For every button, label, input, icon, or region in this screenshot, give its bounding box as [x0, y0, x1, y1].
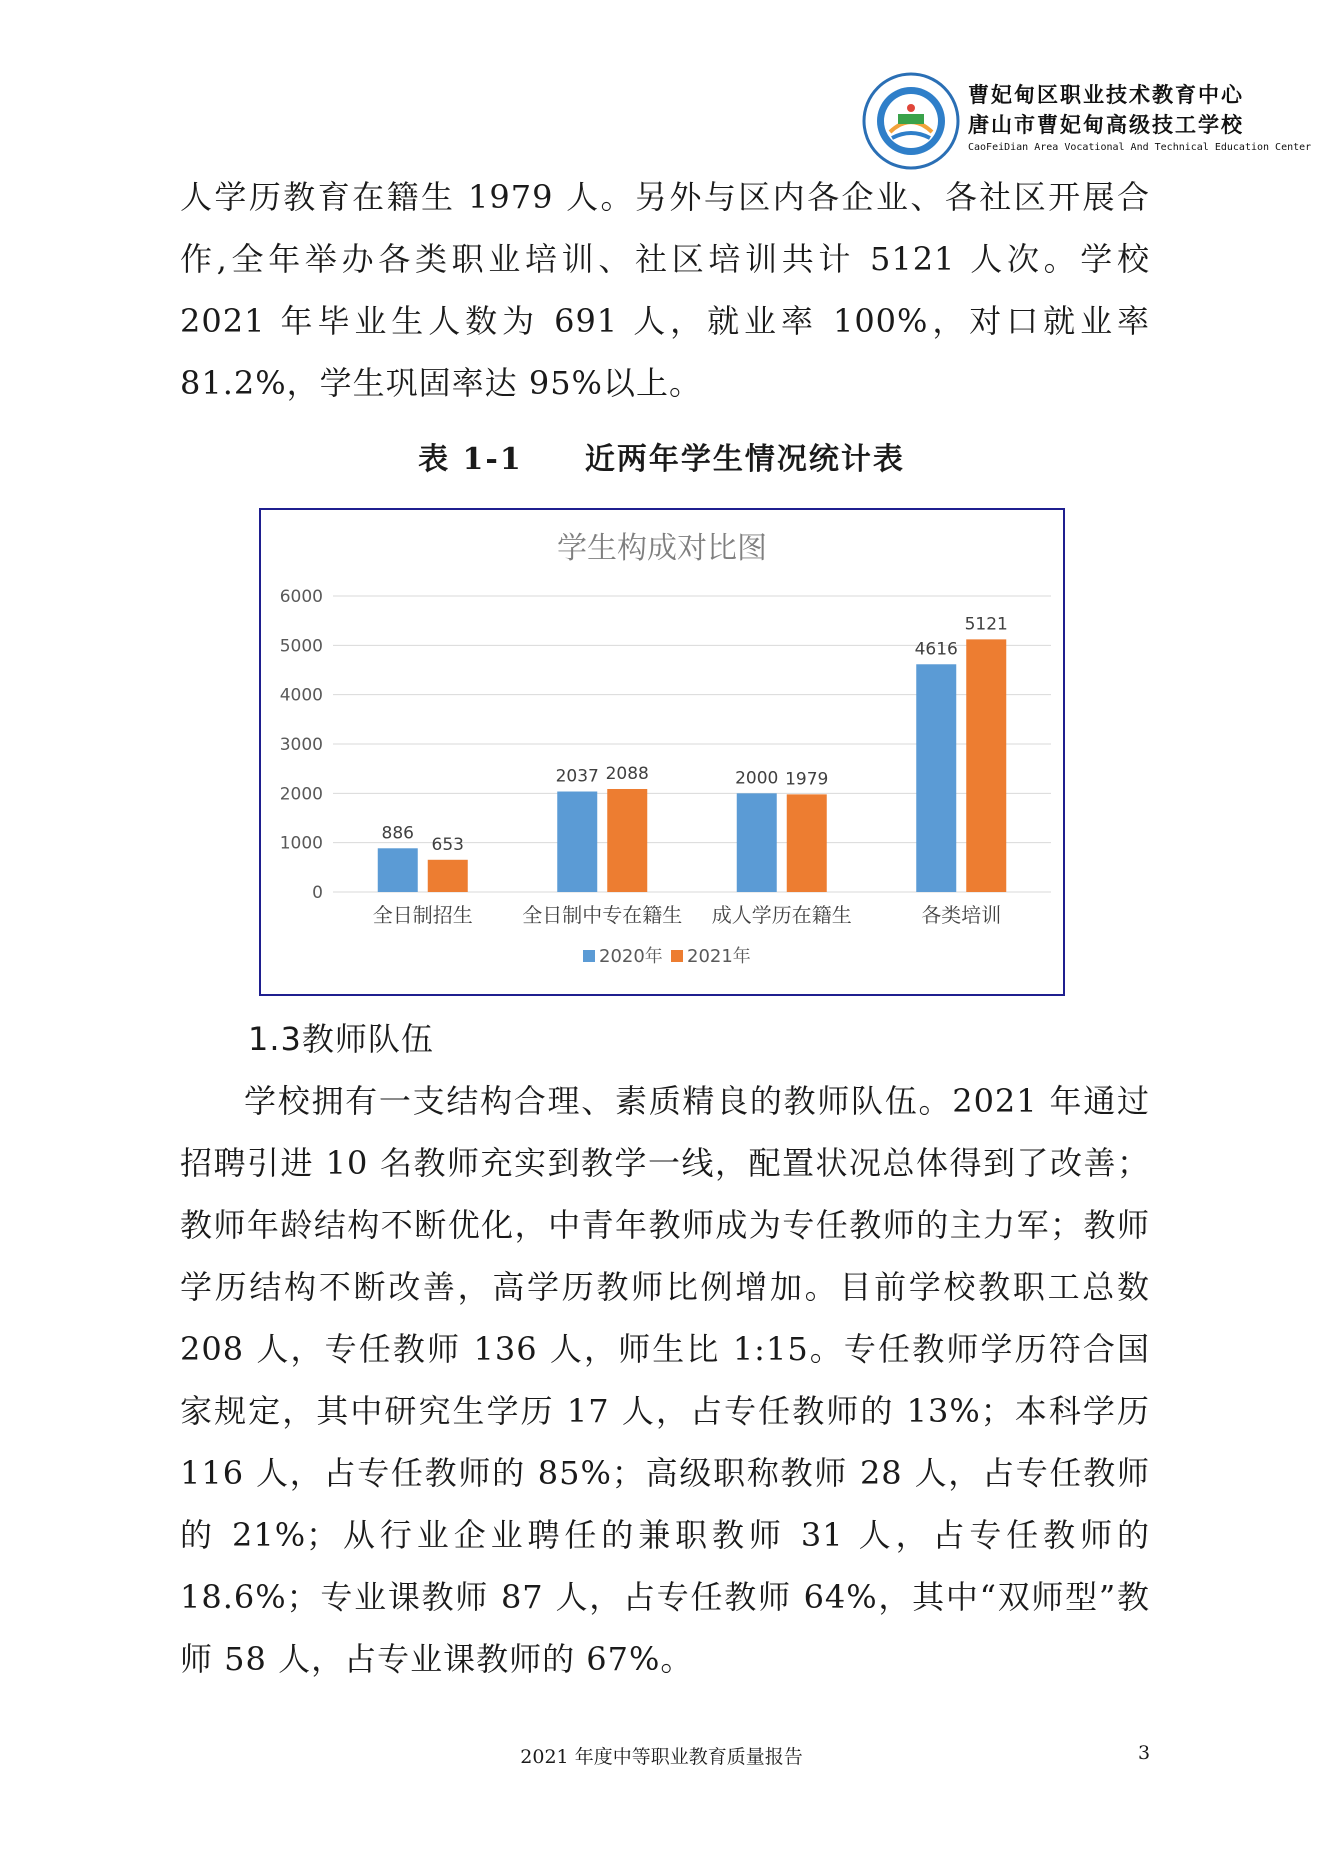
bar — [607, 789, 647, 892]
data-label: 2037 — [555, 766, 599, 787]
y-tick-label: 5000 — [279, 636, 323, 657]
y-tick-label: 1000 — [279, 833, 323, 854]
data-label: 1979 — [785, 769, 829, 790]
chart-title: 学生构成对比图 — [557, 531, 767, 566]
bar — [428, 860, 468, 892]
y-tick-label: 3000 — [279, 735, 323, 755]
chart-canvas — [261, 510, 1063, 994]
data-label: 5121 — [964, 614, 1008, 635]
x-tick-label: 全日制招生 — [372, 903, 473, 927]
school-logo — [862, 72, 960, 170]
bar — [916, 664, 956, 892]
legend-swatch — [583, 950, 595, 962]
y-tick-label: 4000 — [279, 685, 323, 706]
legend-label: 2020年 — [599, 946, 663, 967]
legend-label: 2021年 — [687, 946, 751, 967]
organization-name — [968, 80, 1312, 153]
x-tick-label: 成人学历在籍生 — [711, 903, 852, 927]
data-label: 653 — [431, 834, 464, 855]
bar — [737, 793, 777, 892]
bar — [378, 848, 418, 892]
org-name-line-2: 唐山市曹妃甸高级技工学校 — [968, 113, 1244, 137]
teacher-paragraph: 学校拥有一支结构合理、素质精良的教师队伍。2021 年通过招聘引进 10 名教师充实到教学一线，配置状况总体得到了改善；教师年龄结构不断优化，中青年教师成为专任教师的主力军；教师学历结构不断改善，高学历教师比例增加。目前学校教职工总数 208 人，专任教师 136 人，师生比 1:15。专任教师学历符合国家规定，其中研究生学历 17 人，占专任教师的 13%；本科学历 116 人，占专任教师的 85%；高级职称教师 28 人，占专任教师的 21%；从行业企业聘任的兼职教师 31 人，占专任教师的 18.6%；专业课教师 87 人，占专任教师 64%，其中“双师型”教师 58 人，占专业课教师的 67%。 — [180, 1082, 1150, 1678]
intro-paragraph — [180, 166, 1150, 414]
org-name-line-1: 曹妃甸区职业技术教育中心 — [968, 83, 1244, 107]
x-tick-label: 全日制中专在籍生 — [522, 903, 683, 927]
x-tick-label: 各类培训 — [921, 903, 1002, 927]
page-number: 3 — [1138, 1742, 1151, 1764]
footer-report-title: 2021 年度中等职业教育质量报告 — [520, 1746, 803, 1768]
bar — [966, 639, 1006, 892]
data-label: 2000 — [735, 768, 779, 789]
data-label: 4616 — [914, 639, 958, 660]
section-heading: 1.3教师队伍 — [248, 1020, 434, 1058]
bar — [787, 794, 827, 892]
y-tick-label: 2000 — [279, 784, 323, 805]
y-tick-label: 6000 — [279, 587, 323, 607]
student-composition-chart — [259, 508, 1065, 996]
org-name-english: CaoFeiDian Area Vocational And Technical Education Center — [968, 142, 1312, 153]
table-caption: 表 1-1 近两年学生情况统计表 — [418, 442, 905, 477]
data-label: 886 — [381, 823, 414, 844]
y-tick-label: 0 — [312, 883, 323, 903]
data-label: 2088 — [605, 763, 649, 784]
legend-swatch — [671, 950, 683, 962]
bar — [557, 792, 597, 892]
paragraph-text: 人学历教育在籍生 1979 人。另外与区内各企业、各社区开展合作,全年举办各类职业培训、社区培训共计 5121 人次。学校 2021 年毕业生人数为 691 人，就业率 100%，对口就业率 81.2%，学生巩固率达 95%以上。 — [180, 178, 1150, 402]
